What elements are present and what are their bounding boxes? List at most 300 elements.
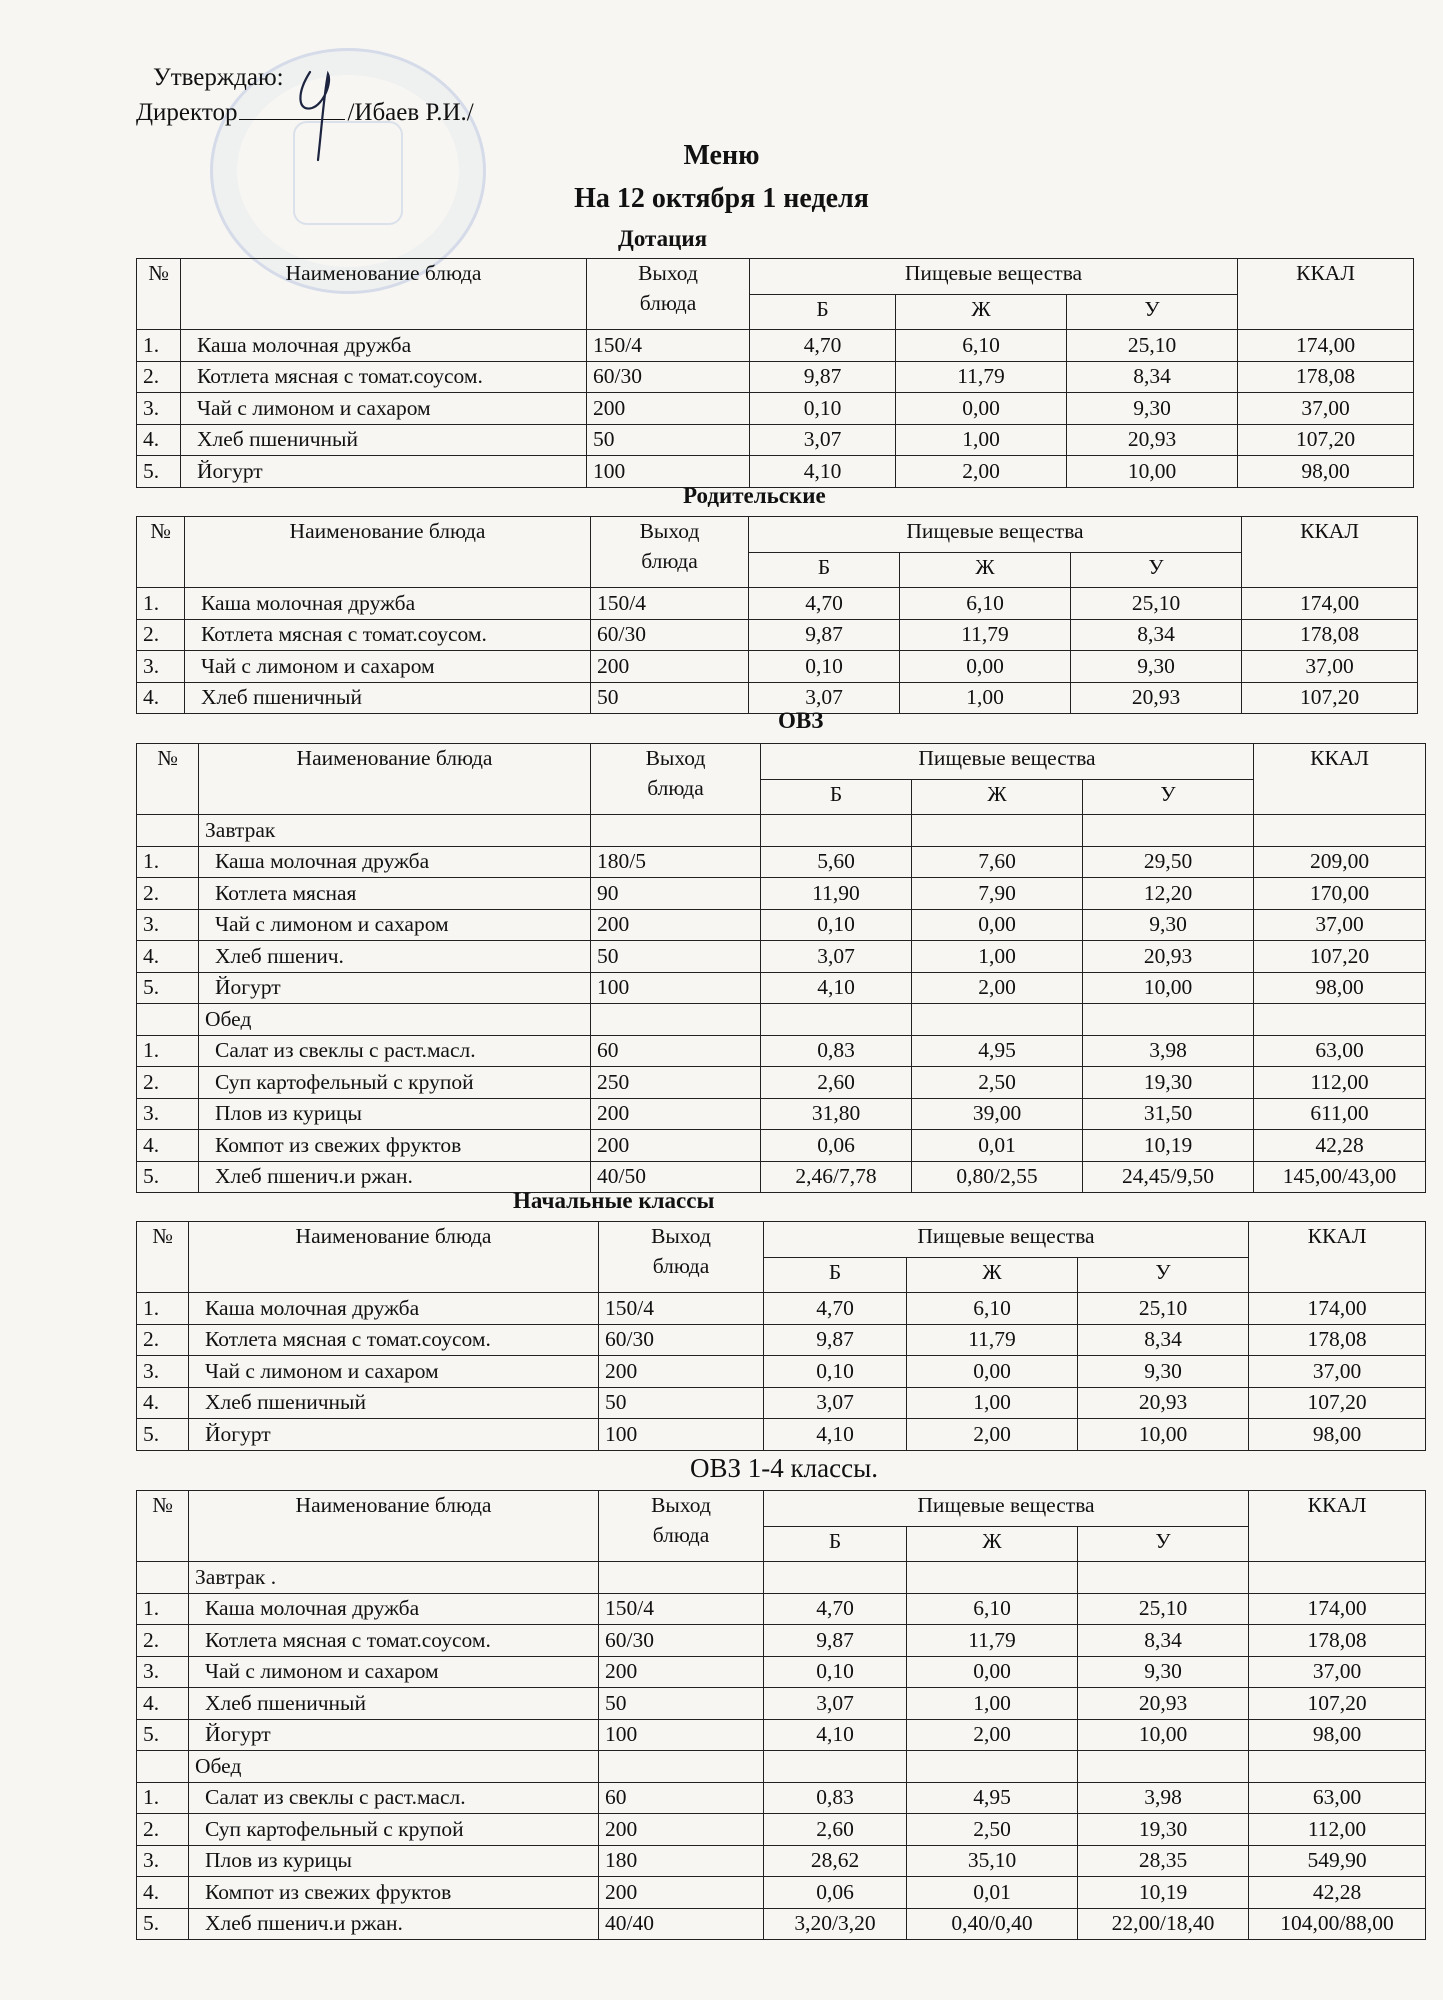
kcal-value: 107,20 [1249,1688,1426,1720]
dish-yield: 100 [591,972,761,1004]
header-yield-line1: Выход [639,519,700,543]
protein-value: 2,60 [761,1067,912,1099]
row-number: 2. [137,878,199,910]
dish-yield: 150/4 [587,330,750,362]
protein-value: 3,07 [749,682,900,714]
dish-name: Йогурт [189,1719,599,1751]
header-protein: Б [749,552,900,588]
header-fat: Ж [907,1257,1078,1293]
protein-value: 3,07 [761,941,912,973]
carbs-value: 3,98 [1083,1035,1254,1067]
dish-yield: 250 [591,1067,761,1099]
dish-yield: 60/30 [599,1324,764,1356]
empty-cell [599,1751,764,1783]
carbs-value: 25,10 [1078,1293,1249,1325]
carbs-value: 10,00 [1078,1719,1249,1751]
row-number: 5. [137,972,199,1004]
fat-value: 1,00 [900,682,1071,714]
protein-value: 0,10 [761,909,912,941]
table-row [137,393,1414,425]
header-yield-line2: блюда [647,775,704,800]
header-carbs: У [1071,552,1242,588]
kcal-value: 107,20 [1238,424,1414,456]
header-carbs: У [1078,1257,1249,1293]
fat-value: 2,00 [907,1419,1078,1451]
dish-yield: 60/30 [599,1625,764,1657]
empty-cell [1083,815,1254,847]
menu-table [136,1221,1426,1451]
meal-section-label: Завтрак . [189,1562,599,1594]
dish-yield: 180 [599,1845,764,1877]
dish-yield: 180/5 [591,846,761,878]
table-row [137,1161,1426,1193]
table-row [137,1877,1426,1909]
dish-name: Каша молочная дружба [185,588,591,620]
table-caption: ОВЗ 1-4 классы. [690,1453,878,1483]
dish-name: Котлета мясная [199,878,591,910]
header-carbs: У [1083,779,1254,815]
kcal-value: 63,00 [1249,1782,1426,1814]
protein-value: 4,70 [749,588,900,620]
dish-yield: 200 [587,393,750,425]
kcal-value: 42,28 [1254,1130,1426,1162]
dish-name: Каша молочная дружба [189,1293,599,1325]
dish-yield: 90 [591,878,761,910]
fat-value: 1,00 [912,941,1083,973]
header-nutrients: Пищевые вещества [750,259,1238,295]
carbs-value: 25,10 [1078,1593,1249,1625]
carbs-value: 9,30 [1067,393,1238,425]
protein-value: 0,10 [749,651,900,683]
dish-name: Хлеб пшеничный [189,1688,599,1720]
table-row [137,651,1418,683]
table-row [137,1908,1426,1940]
dish-yield: 50 [587,424,750,456]
carbs-value: 20,93 [1078,1387,1249,1419]
protein-value: 2,46/7,78 [761,1161,912,1193]
carbs-value: 9,30 [1078,1356,1249,1388]
carbs-value: 12,20 [1083,878,1254,910]
kcal-value: 178,08 [1238,361,1414,393]
dish-name: Хлеб пшеничный [189,1387,599,1419]
kcal-value: 37,00 [1238,393,1414,425]
protein-value: 3,07 [750,424,896,456]
protein-value: 4,10 [761,972,912,1004]
empty-cell [912,815,1083,847]
meal-section-label: Завтрак [199,815,591,847]
kcal-value: 107,20 [1254,941,1426,973]
header-nutrients: Пищевые вещества [761,744,1254,780]
num-cell [137,815,199,847]
dish-yield: 60/30 [591,619,749,651]
protein-value: 11,90 [761,878,912,910]
table-row [137,1324,1426,1356]
menu-table [136,1490,1426,1940]
protein-value: 0,83 [761,1035,912,1067]
row-number: 3. [137,909,199,941]
table-row [137,1419,1426,1451]
dish-yield: 100 [587,456,750,488]
header-yield-line2: блюда [639,290,697,315]
protein-value: 4,10 [764,1419,907,1451]
header-fat: Ж [896,294,1067,330]
row-number: 1. [137,846,199,878]
kcal-value: 37,00 [1254,909,1426,941]
carbs-value: 8,34 [1078,1625,1249,1657]
header-num: № [137,259,181,330]
header-dish-name: Наименование блюда [189,1222,599,1293]
header-num: № [137,517,185,588]
row-number: 5. [137,1161,199,1193]
dish-name: Йогурт [189,1419,599,1451]
fat-value: 0,00 [896,393,1067,425]
dish-yield: 100 [599,1719,764,1751]
empty-cell [912,1004,1083,1036]
empty-cell [1078,1562,1249,1594]
protein-value: 0,06 [761,1130,912,1162]
header-yield [591,517,749,588]
carbs-value: 8,34 [1078,1324,1249,1356]
protein-value: 4,10 [764,1719,907,1751]
protein-value: 9,87 [764,1625,907,1657]
protein-value: 4,10 [750,456,896,488]
dish-name: Йогурт [199,972,591,1004]
empty-cell [1078,1751,1249,1783]
table-caption: Дотация [618,226,708,251]
carbs-value: 8,34 [1071,619,1242,651]
header-kcal: ККАЛ [1249,1222,1426,1293]
fat-value: 2,00 [907,1719,1078,1751]
fat-value: 0,00 [907,1656,1078,1688]
table-row [137,330,1414,362]
meal-section-row [137,1004,1426,1036]
kcal-value: 37,00 [1242,651,1418,683]
dish-yield: 60/30 [587,361,750,393]
protein-value: 3,20/3,20 [764,1908,907,1940]
row-number: 1. [137,1593,189,1625]
header-num: № [137,1222,189,1293]
carbs-value: 28,35 [1078,1845,1249,1877]
header-kcal: ККАЛ [1254,744,1426,815]
dish-name: Каша молочная дружба [181,330,587,362]
header-kcal: ККАЛ [1238,259,1414,330]
dish-yield: 200 [599,1356,764,1388]
fat-value: 11,79 [907,1625,1078,1657]
dish-name: Салат из свеклы с раст.масл. [199,1035,591,1067]
protein-value: 5,60 [761,846,912,878]
header-yield [599,1491,764,1562]
dish-name: Компот из свежих фруктов [199,1130,591,1162]
header-protein: Б [750,294,896,330]
row-number: 1. [137,1293,189,1325]
header-num: № [137,1491,189,1562]
empty-cell [591,1004,761,1036]
dish-yield: 150/4 [591,588,749,620]
row-number: 4. [137,1877,189,1909]
dish-yield: 200 [591,1098,761,1130]
kcal-value: 174,00 [1249,1593,1426,1625]
table-header-row [137,1491,1426,1527]
empty-cell [591,815,761,847]
carbs-value: 20,93 [1071,682,1242,714]
dish-name: Котлета мясная с томат.соусом. [189,1625,599,1657]
menu-table [136,743,1426,1193]
fat-value: 4,95 [907,1782,1078,1814]
header-yield [591,744,761,815]
dish-name: Суп картофельный с крупой [189,1814,599,1846]
carbs-value: 22,00/18,40 [1078,1908,1249,1940]
kcal-value: 63,00 [1254,1035,1426,1067]
row-number: 3. [137,1656,189,1688]
empty-cell [907,1751,1078,1783]
empty-cell [1249,1562,1426,1594]
dish-yield: 50 [591,941,761,973]
fat-value: 6,10 [896,330,1067,362]
page-title: Меню [683,140,760,171]
kcal-value: 178,08 [1249,1625,1426,1657]
header-kcal: ККАЛ [1242,517,1418,588]
dish-name: Котлета мясная с томат.соусом. [189,1324,599,1356]
fat-value: 2,00 [896,456,1067,488]
meal-section-row [137,1751,1426,1783]
table-row [137,1130,1426,1162]
kcal-value: 174,00 [1249,1293,1426,1325]
header-protein: Б [764,1526,907,1562]
table-row [137,1719,1426,1751]
header-yield-line2: блюда [652,1253,710,1278]
fat-value: 11,79 [900,619,1071,651]
meal-section-row [137,815,1426,847]
num-cell [137,1751,189,1783]
empty-cell [761,815,912,847]
row-number: 5. [137,1908,189,1940]
carbs-value: 8,34 [1067,361,1238,393]
dish-yield: 50 [599,1688,764,1720]
kcal-value: 112,00 [1254,1067,1426,1099]
dish-yield: 200 [591,909,761,941]
carbs-value: 20,93 [1083,941,1254,973]
dish-name: Йогурт [181,456,587,488]
table-header-row [137,744,1426,780]
protein-value: 0,10 [764,1356,907,1388]
table-row [137,361,1414,393]
header-fat: Ж [907,1526,1078,1562]
dish-yield: 100 [599,1419,764,1451]
protein-value: 9,87 [749,619,900,651]
protein-value: 0,10 [750,393,896,425]
table-row [137,1656,1426,1688]
dish-yield: 200 [599,1814,764,1846]
table-header-row [137,517,1418,553]
row-number: 2. [137,1324,189,1356]
fat-value: 2,50 [912,1067,1083,1099]
menu-table [136,516,1418,714]
kcal-value: 98,00 [1238,456,1414,488]
header-yield-line1: Выход [645,746,706,770]
header-yield-line2: блюда [652,1522,710,1547]
carbs-value: 29,50 [1083,846,1254,878]
protein-value: 0,06 [764,1877,907,1909]
row-number: 5. [137,456,181,488]
kcal-value: 170,00 [1254,878,1426,910]
table-row [137,972,1426,1004]
dish-name: Котлета мясная с томат.соусом. [185,619,591,651]
table-row [137,1293,1426,1325]
kcal-value: 209,00 [1254,846,1426,878]
kcal-value: 104,00/88,00 [1249,1908,1426,1940]
header-fat: Ж [912,779,1083,815]
table-row [137,1625,1426,1657]
table-row [137,941,1426,973]
fat-value: 11,79 [907,1324,1078,1356]
dish-name: Плов из курицы [199,1098,591,1130]
carbs-value: 9,30 [1083,909,1254,941]
header-protein: Б [761,779,912,815]
header-protein: Б [764,1257,907,1293]
row-number: 4. [137,1387,189,1419]
header-dish-name: Наименование блюда [199,744,591,815]
table-row [137,1845,1426,1877]
header-dish-name: Наименование блюда [185,517,591,588]
fat-value: 6,10 [900,588,1071,620]
fat-value: 2,50 [907,1814,1078,1846]
kcal-value: 107,20 [1242,682,1418,714]
row-number: 4. [137,1688,189,1720]
table-row [137,1688,1426,1720]
page-subtitle: На 12 октября 1 неделя [574,183,869,214]
row-number: 1. [137,588,185,620]
row-number: 2. [137,361,181,393]
table-row [137,846,1426,878]
table-row [137,878,1426,910]
row-number: 2. [137,1625,189,1657]
dish-yield: 50 [599,1387,764,1419]
protein-value: 3,07 [764,1688,907,1720]
header-dish-name: Наименование блюда [189,1491,599,1562]
header-nutrients: Пищевые вещества [764,1222,1249,1258]
kcal-value: 98,00 [1249,1719,1426,1751]
empty-cell [1254,1004,1426,1036]
dish-name: Компот из свежих фруктов [189,1877,599,1909]
kcal-value: 178,08 [1242,619,1418,651]
dish-name: Котлета мясная с томат.соусом. [181,361,587,393]
empty-cell [764,1751,907,1783]
row-number: 4. [137,424,181,456]
dish-name: Чай с лимоном и сахаром [189,1356,599,1388]
row-number: 1. [137,1782,189,1814]
dish-yield: 200 [599,1656,764,1688]
row-number: 2. [137,1814,189,1846]
row-number: 4. [137,941,199,973]
approve-label: Утверждаю: [153,64,284,91]
fat-value: 1,00 [907,1688,1078,1720]
header-yield-line1: Выход [651,1493,711,1517]
row-number: 3. [137,651,185,683]
dish-yield: 200 [599,1877,764,1909]
header-num: № [137,744,199,815]
fat-value: 2,00 [912,972,1083,1004]
protein-value: 9,87 [764,1324,907,1356]
protein-value: 0,10 [764,1656,907,1688]
empty-cell [1083,1004,1254,1036]
dish-name: Хлеб пшенич. [199,941,591,973]
table-row [137,1814,1426,1846]
empty-cell [599,1562,764,1594]
director-name: /Ибаев Р.И./ [347,99,474,126]
empty-cell [1254,815,1426,847]
fat-value: 0,80/2,55 [912,1161,1083,1193]
table-caption: Начальные классы [513,1188,715,1213]
meal-section-label: Обед [199,1004,591,1036]
protein-value: 4,70 [764,1593,907,1625]
row-number: 4. [137,1130,199,1162]
meal-section-label: Обед [189,1751,599,1783]
table-header-row [137,1222,1426,1258]
table-caption: Родительские [683,483,826,508]
carbs-value: 10,00 [1083,972,1254,1004]
carbs-value: 19,30 [1078,1814,1249,1846]
kcal-value: 611,00 [1254,1098,1426,1130]
fat-value: 0,01 [907,1877,1078,1909]
dish-yield: 150/4 [599,1593,764,1625]
row-number: 2. [137,619,185,651]
fat-value: 1,00 [907,1387,1078,1419]
kcal-value: 145,00/43,00 [1254,1161,1426,1193]
header-yield [599,1222,764,1293]
carbs-value: 10,19 [1078,1877,1249,1909]
kcal-value: 42,28 [1249,1877,1426,1909]
dish-name: Каша молочная дружба [189,1593,599,1625]
row-number: 3. [137,1356,189,1388]
row-number: 3. [137,393,181,425]
empty-cell [1249,1751,1426,1783]
carbs-value: 10,00 [1078,1419,1249,1451]
carbs-value: 25,10 [1067,330,1238,362]
protein-value: 28,62 [764,1845,907,1877]
table-header-row [137,259,1414,295]
num-cell [137,1562,189,1594]
carbs-value: 20,93 [1078,1688,1249,1720]
dish-name: Чай с лимоном и сахаром [199,909,591,941]
director-label: Директор [136,99,238,126]
protein-value: 3,07 [764,1387,907,1419]
table-row [137,1593,1426,1625]
fat-value: 0,00 [907,1356,1078,1388]
menu-table [136,258,1414,488]
num-cell [137,1004,199,1036]
empty-cell [907,1562,1078,1594]
header-nutrients: Пищевые вещества [749,517,1242,553]
protein-value: 4,70 [750,330,896,362]
dish-name: Хлеб пшенич.и ржан. [189,1908,599,1940]
carbs-value: 3,98 [1078,1782,1249,1814]
row-number: 1. [137,1035,199,1067]
header-nutrients: Пищевые вещества [764,1491,1249,1527]
row-number: 3. [137,1845,189,1877]
kcal-value: 549,90 [1249,1845,1426,1877]
dish-name: Чай с лимоном и сахаром [189,1656,599,1688]
fat-value: 6,10 [907,1593,1078,1625]
fat-value: 7,90 [912,878,1083,910]
carbs-value: 24,45/9,50 [1083,1161,1254,1193]
fat-value: 39,00 [912,1098,1083,1130]
dish-yield: 40/50 [591,1161,761,1193]
table-row [137,619,1418,651]
table-row [137,909,1426,941]
header-fat: Ж [900,552,1071,588]
table-row [137,424,1414,456]
protein-value: 4,70 [764,1293,907,1325]
